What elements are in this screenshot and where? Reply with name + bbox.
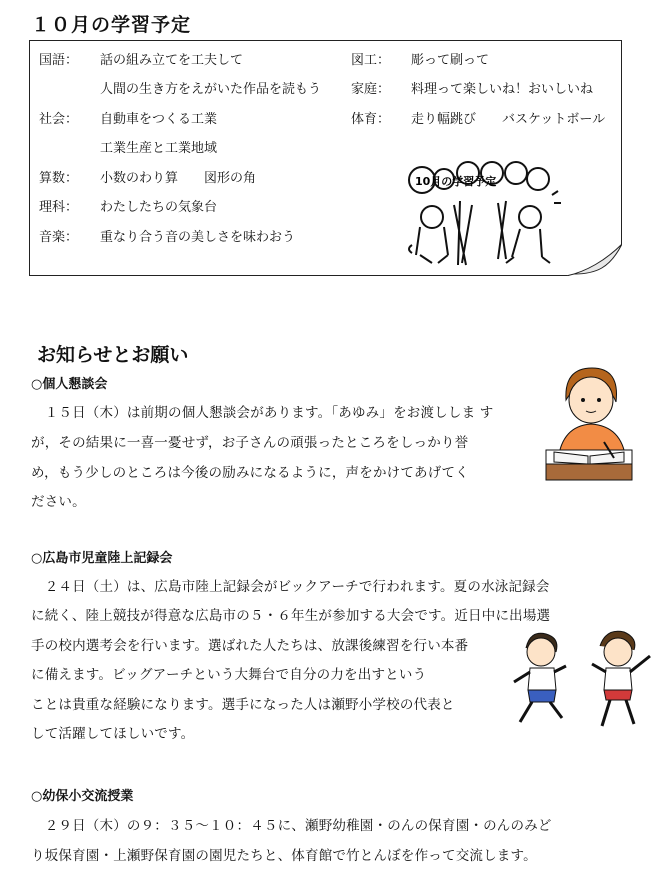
subject-math: 算数：	[39, 171, 79, 186]
illustration-caption: 10月の学習予定	[415, 175, 497, 188]
athletics-line-5: ことは貴重な経験になります。選手になった人は瀬野小学校の代表と	[31, 697, 455, 713]
subject-pe: 体育：	[351, 112, 391, 127]
science-line-1: わたしたちの気象台	[100, 200, 218, 215]
athletics-line-1: ２４日（土）は、広島市陸上記録会がビックアーチで行われます。夏の水泳記録会	[31, 579, 550, 595]
athletics-line-6: して活躍してほしいです。	[31, 726, 195, 742]
subject-social: 社会：	[39, 112, 79, 127]
home-economics-line: 料理って楽しいね！おいしいね	[411, 82, 594, 97]
student-studying-illustration	[544, 364, 634, 482]
music-line-1: 重なり合う音の美しさを味わおう	[100, 230, 296, 245]
social-line-2: 工業生産と工業地域	[100, 141, 218, 156]
subject-art: 図工：	[351, 53, 391, 68]
athletics-line-4: に備えます。ビッグアーチという大舞台で自分の力を出すという	[31, 667, 427, 683]
notice-heading-athletics: ○広島市児童陸上記録会	[31, 551, 173, 566]
runners-illustration	[504, 626, 656, 730]
page-curl-decoration	[566, 244, 622, 276]
art-line: 彫って刷って	[411, 53, 490, 68]
exchange-line-1: ２９日（木）の９：３５～１０：４５に、瀬野幼稚園・のんの保育園・のんのみど	[31, 818, 552, 834]
conference-line-2: が，その結果に一喜一憂せず，お子さんの頑張ったところをしっかり誉	[31, 435, 469, 451]
notice-heading-exchange: ○幼保小交流授業	[31, 789, 134, 804]
subject-japanese: 国語：	[39, 53, 79, 68]
math-line-1: 小数のわり算 図形の角	[100, 171, 257, 186]
conference-line-4: ださい。	[31, 494, 86, 510]
schedule-title: １０月の学習予定	[31, 14, 192, 36]
japanese-line-2: 人間の生き方をえがいた作品を読もう	[100, 82, 322, 97]
notices-title: お知らせとお願い	[37, 344, 189, 366]
conference-line-1: １５日（木）は前期の個人懇談会があります。「あゆみ」をお渡ししま す	[31, 405, 494, 421]
notice-heading-conference: ○個人懇談会	[31, 377, 108, 392]
social-line-1: 自動車をつくる工業	[100, 112, 218, 127]
schedule-illustration	[402, 155, 562, 270]
athletics-line-3: 手の校内選考会を行います。選ばれた人たちは、放課後練習を行い本番	[31, 638, 469, 654]
athletics-line-2: に続く、陸上競技が得意な広島市の５・６年生が参加する大会です。近日中に出場選	[31, 608, 551, 624]
subject-home-economics: 家庭：	[351, 82, 391, 97]
exchange-line-2: り坂保育園・上瀬野保育園の園児たちと、体育館で竹とんぼを作って交流します。	[31, 848, 537, 864]
subject-music: 音楽：	[39, 230, 79, 245]
conference-line-3: め，もう少しのところは今後の励みになるように，声をかけてあげてく	[31, 465, 469, 481]
japanese-line-1: 話の組み立てを工夫して	[100, 53, 244, 68]
subject-science: 理科：	[39, 200, 79, 215]
pe-line: 走り幅跳び バスケットボール	[411, 112, 606, 127]
